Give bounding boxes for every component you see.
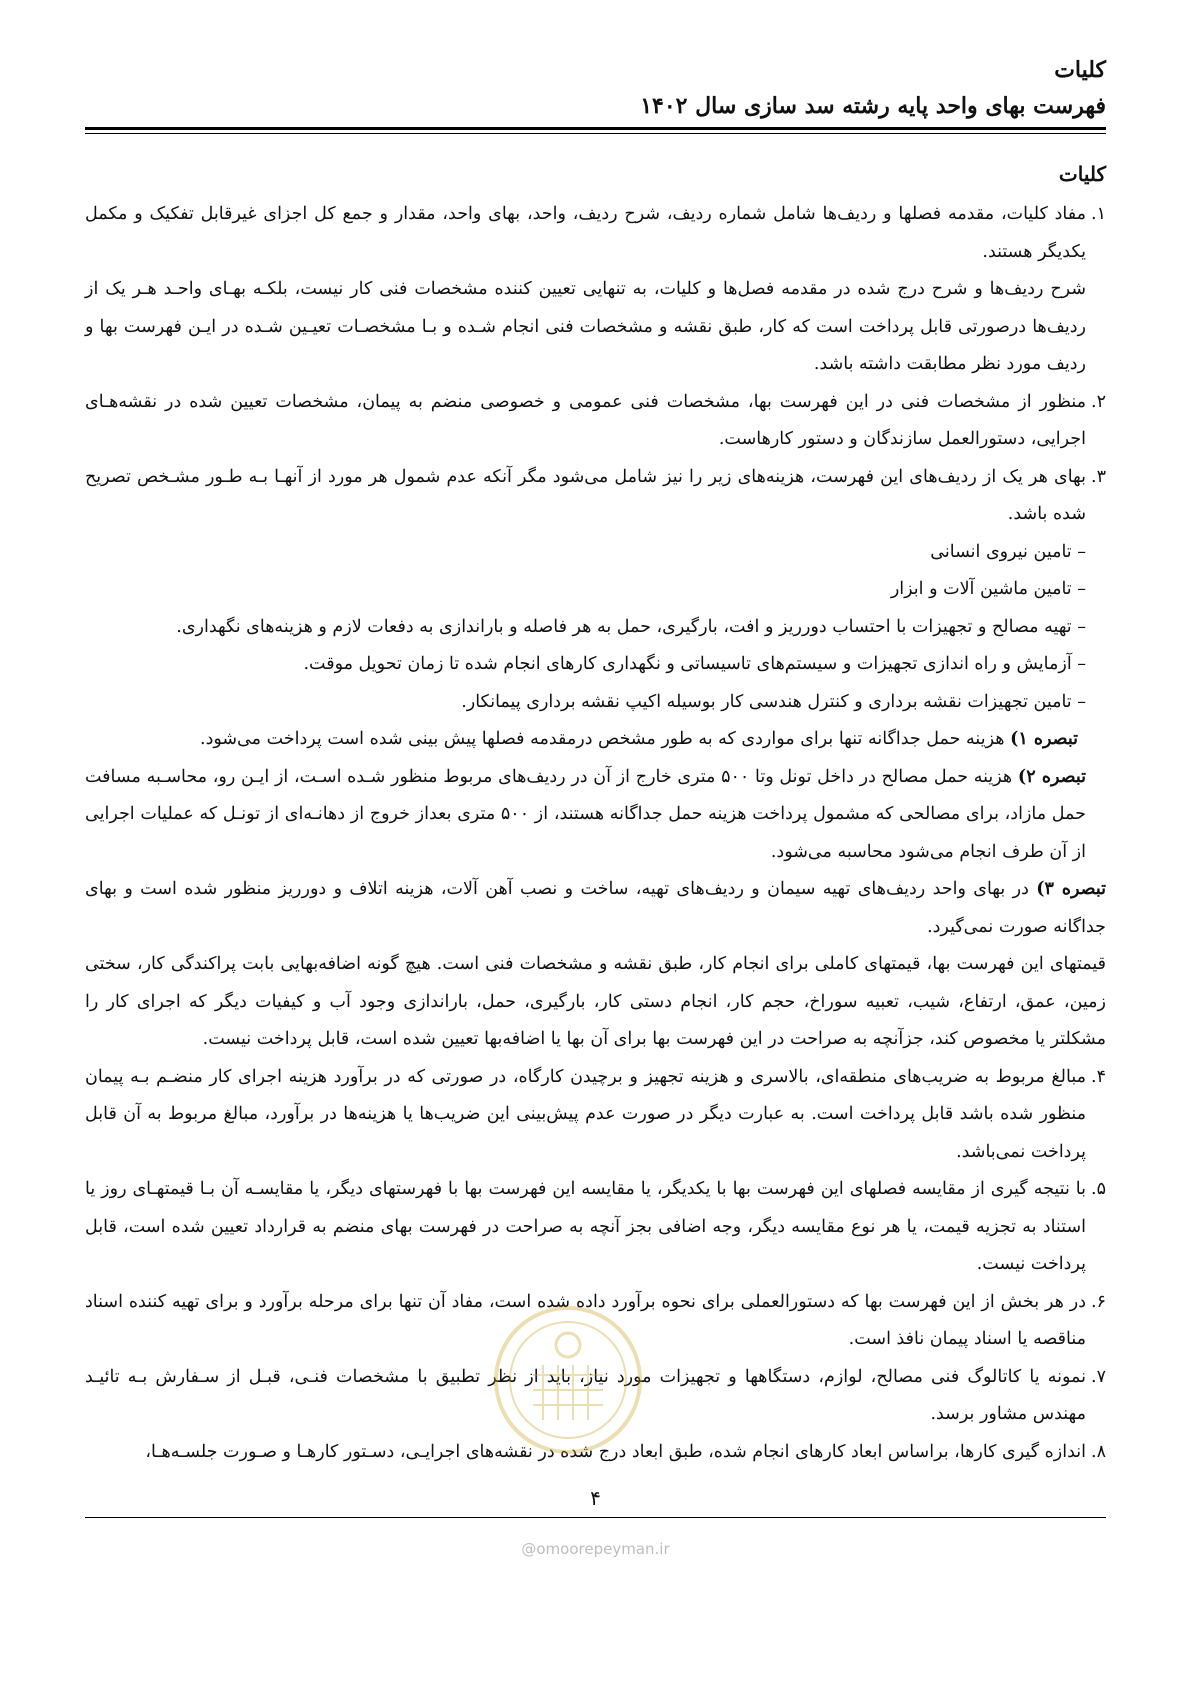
list-item-2 [85,384,1106,459]
note-1 [85,721,1106,759]
watermark-logo-icon [488,1300,648,1470]
item-number: ۶. [1091,1291,1106,1312]
note-label: تبصره ۲) [1017,766,1086,787]
item-text: بهای هر یک از ردیف‌های این فهرست، هزینه‌های زیر را نیز شامل می‌شود مگر آنکه عدم شمول هر مورد از آنهـا بـه طـور مشـخص تصریح شده باشد. [85,466,1086,524]
list-item-1 [85,196,1106,271]
document-body [85,154,1106,1471]
item-number: ۸. [1091,1441,1106,1462]
note-text: در بهای واحد ردیف‌های تهیه سیمان و ردیف‌های تهیه، ساخت و نصب آهن آلات، هزینه اتلاف و دورریز منظور شده است و بهای جداگانه صورت نمی‌گیرد. [85,879,1106,937]
item-text: در هر بخش از این فهرست بها که دستورالعملی برای نحوه برآورد داده شده است، مفاد آن تنها برای مرحله برآورد و برای تهیه کننده اسناد مناقصه یا اسناد پیمان نافذ است. [85,1291,1086,1349]
dash-item: – تامین ماشین آلات و ابزار [890,579,1086,599]
note-text: هزینه حمل مصالح در داخل تونل وتا ۵۰۰ متری خارج از آن در ردیف‌های مربوط منظور شـده اسـت، از ایـن رو، محاسـبه مسافت حمل مازاد، برای مصالحی که مشمول پرداخت هزینه حمل جداگانه هستند، از ۵۰۰ متری بعداز خروج از دهانـه‌ای از تونـل که عملیات اجرایی از آن طرف انجام می‌شود محاسبه می‌شود. [85,766,1086,862]
item-text: اندازه گیری کارها، براساس ابعاد کارهای انجام شده، طبق ابعاد درج شده در نقشه‌های اجرایـی، دسـتور کارهـا و صـورت جلسـه‌هـا، [145,1441,1086,1462]
note-label: تبصره ۳) [1036,879,1106,899]
note-text: هزینه حمل جداگانه تنها برای مواردی که به طور مشخص درمقدمه فصلها پیش بینی شده است پرداخت می‌شود. [200,729,1005,749]
item-text: مبالغ مربوط به ضریب‌های منطقه‌ای، بالاسری و هزینه تجهیز و برچیدن کارگاه، در صورتی که در برآورد هزینه اجرای کار منضـم بـه پیمان منظور شده باشد قابل پرداخت است. به عبارت دیگر در صورت عدم پیش‌بینی این ضریب‌ها یا هزینه‌ها در برآورد، مبالغ مربوط به آن قابل پرداخت نمی‌باشد. [85,1066,1086,1162]
header-rule-thick [85,127,1106,130]
header-title: کلیات [1054,57,1106,83]
page-number: ۴ [590,1486,601,1510]
paragraph: قیمتهای این فهرست بها، قیمتهای کاملی برای انجام کار، طبق نقشه و مشخصات فنی است. هیچ گونه اضافه‌بهایی بابت پراکندگی کار، سختی زمین، عمق، ارتفاع، شیب، تعبیه سوراخ، حجم کار، انجام دستی کار، بارگیری، حمل، باراندازی وجود آب و کیفیات دیگر که اجرای کار را مشکلتر یا مخصوص کند، جزآنچه به صراحت در این فهرست بها برای آن بها یا اضافه‌بها تعیین شده است، قابل پرداخت نیست. [85,954,1106,1049]
dash-item: – آزمایش و راه اندازی تجهیزات و سیستم‌های تاسیساتی و نگهداری کارهای انجام شده تا زمان تحویل موقت. [303,654,1086,674]
list-item-3 [85,459,1106,534]
item-text: مفاد کلیات، مقدمه فصلها و ردیف‌ها شامل شماره ردیف، شرح ردیف، واحد، بهای واحد، مقدار و جمع کل اجزای غیرقابل تفکیک و مکمل یکدیگر هستند. [85,204,1086,262]
item-text: با نتیجه گیری از مقایسه فصلهای این فهرست بها با یکدیگر، یا مقایسه این فهرست بها با فهرستهای دیگر، یا مقایسـه آن بـا قیمتهـای روز یا استناد به تجزیه قیمت، یا هر نوع مقایسه دیگر، وجه اضافی بجز آنچه به صراحت در فهرست بهای منضم به قرارداد تعیین شده است، قابل پرداخت نیست. [85,1179,1086,1274]
footer-rule [85,1517,1106,1518]
section-title: کلیات [1058,162,1106,186]
list-item-5 [85,1171,1106,1284]
header-subtitle: فهرست بهای واحد پایه رشته سد سازی سال ۱۴۰۲ [640,93,1106,119]
dash-item: – تامین تجهیزات نقشه برداری و کنترل هندسی کار بوسیله اکیپ نقشه برداری پیمانکار. [461,691,1086,712]
paragraph: شرح ردیف‌ها و شرح درج شده در مقدمه فصل‌ها و کلیات، به تنهایی تعیین کننده مشخصات فنی کار نیست، بلکـه بهـای واحـد هـر یک از ردیف‌ها درصورتی قابل پرداخت است که کار، طبق نقشه و مشخصات فنی انجام شـده و بـا مشخصـات تعیـین شـده در ایـن فهرست بها و ردیف مورد نظر مطابقت داشته باشد. [85,279,1086,374]
item-number: ۴. [1091,1066,1106,1087]
item-number: ۳. [1091,466,1106,487]
watermark-site-text: @omoorepeyman.ir [521,1540,670,1558]
item-number: ۱. [1091,204,1106,224]
dash-item: – تامین نیروی انسانی [930,541,1086,562]
dash-item: – تهیه مصالح و تجهیزات با احتساب دورریز و افت، بارگیری، حمل به هر فاصله و باراندازی به دفعات لازم و هزینه‌های نگهداری. [176,616,1086,637]
item-text: نمونه یا کاتالوگ فنی مصالح، لوازم، دستگاهها و تجهیزات مورد نیاز، باید از نظر تطبیق با مشخصات فنـی، قبـل از سـفارش بـه تائیـد مهندس مشاور برسد. [85,1366,1086,1424]
item-number: ۷. [1091,1366,1106,1387]
item-number: ۲. [1091,391,1106,412]
note-label: تبصره ۱) [1010,729,1078,749]
header-rule-thin [85,133,1106,134]
note-2 [85,759,1106,872]
list-item-4 [85,1059,1106,1172]
item-number: ۵. [1091,1179,1106,1199]
item-text: منظور از مشخصات فنی در این فهرست بها، مشخصات فنی عمومی و خصوصی منضم به پیمان، مشخصات تعیین شده در نقشه‌هـای اجرایی، دستورالعمل سازندگان و دستور کارهاست. [85,391,1086,449]
note-3 [85,871,1106,946]
